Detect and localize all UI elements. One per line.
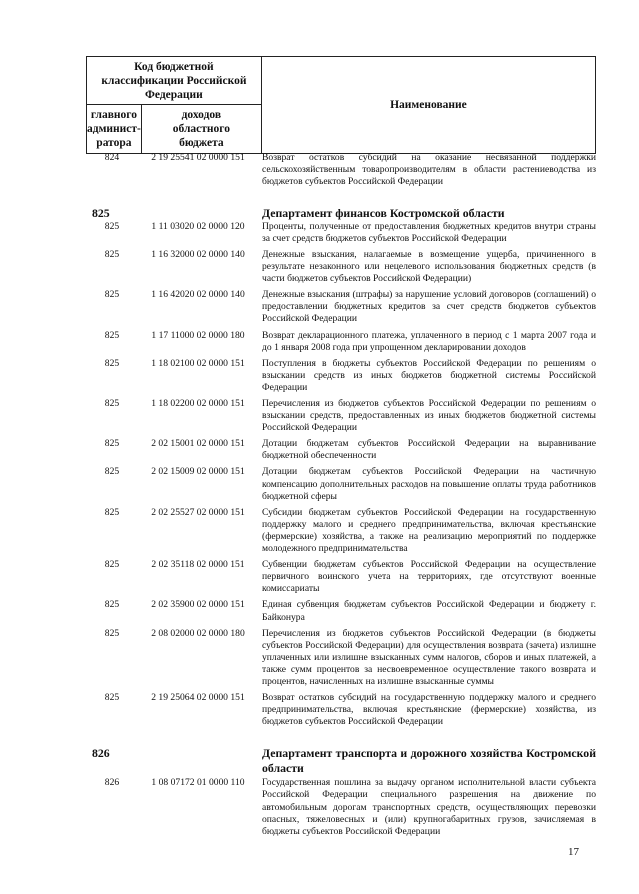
- income-code: [138, 746, 258, 775]
- table-row: [86, 438, 596, 462]
- admin-code: 826: [92, 746, 110, 761]
- income-code: 1 17 11000 02 0000 180: [151, 329, 245, 341]
- header-name-column: Наименование: [261, 57, 595, 154]
- income-name: Перечисления из бюджетов субъектов Российской Федерации (в бюджеты субъектов Российской Федерации) для осуществления возврата (зачета) излишне уплаченных или излишне взысканных сумм налогов, сборов и иных платежей, а также сумм процентов за несвоевременное осуществление такого возврата и процентов, начисленных на излишне взысканные суммы: [262, 627, 596, 687]
- admin-code: 826: [104, 777, 120, 789]
- income-code: 2 19 25064 02 0000 151: [151, 692, 245, 704]
- table-row: [86, 692, 596, 728]
- income-name: Поступления в бюджеты субъектов Российской Федерации по решениям о взыскании средств из иных бюджетов бюджетной системы Российской Федерации: [262, 357, 596, 393]
- table-body: [86, 152, 596, 838]
- table-row: [86, 466, 596, 502]
- table-row: [86, 152, 596, 188]
- income-code: 2 19 25541 02 0000 151: [151, 152, 245, 163]
- admin-code: 825: [104, 438, 120, 450]
- income-name: Возврат декларационного платежа, уплаченного в период с 1 марта 2007 года и до 1 января 2008 года при упрощенном декларировании доходов: [262, 329, 596, 353]
- income-name: Перечисления из бюджетов субъектов Российской Федерации по решениям о взыскании средств, предоставленных из иных бюджетов бюджетной системы Российской Федерации: [262, 398, 596, 434]
- income-name: Единая субвенция бюджетам субъектов Российской Федерации и бюджету г. Байконура: [262, 599, 596, 623]
- department-row: [86, 206, 596, 221]
- admin-code: 825: [104, 248, 120, 260]
- admin-code: 825: [104, 506, 120, 518]
- admin-code: 825: [104, 559, 120, 571]
- income-name: Проценты, полученные от предоставления бюджетных кредитов внутри страны за счет средств бюджетов субъектов Российской Федерации: [262, 220, 596, 244]
- admin-code: 825: [104, 627, 120, 639]
- admin-code: 825: [104, 692, 120, 704]
- admin-code: 825: [104, 398, 120, 409]
- income-name: Возврат остатков субсидий на оказание несвязанной поддержки сельскохозяйственным товаропроизводителям в области растениеводства из бюджетов субъектов Российской Федерации: [262, 152, 596, 188]
- income-code: 2 08 02000 02 0000 180: [151, 627, 245, 639]
- income-name: Департамент финансов Костромской области: [262, 206, 505, 221]
- header-income-column: доходов областного бюджета: [141, 105, 261, 154]
- table-row: [86, 599, 596, 623]
- income-name: Денежные взыскания, налагаемые в возмещение ущерба, причиненного в результате незаконного или нецелевого использования бюджетных средств (в части бюджетов субъектов Российской Федерации): [262, 248, 596, 285]
- table-row: [86, 777, 596, 837]
- admin-code: 825: [104, 599, 120, 611]
- income-code: 2 02 35900 02 0000 151: [151, 599, 245, 611]
- admin-code: 824: [104, 152, 120, 163]
- income-code: 1 11 03020 02 0000 120: [151, 220, 245, 232]
- income-code: 2 02 15009 02 0000 151: [151, 466, 245, 478]
- admin-code: 825: [104, 466, 120, 478]
- income-code: 2 02 15001 02 0000 151: [151, 438, 245, 450]
- header-admin-column: главного админист-ратора: [87, 105, 142, 154]
- admin-code: 825: [104, 357, 120, 369]
- income-code: 2 02 25527 02 0000 151: [151, 506, 245, 518]
- income-name: Субсидии бюджетам субъектов Российской Федерации на государственную поддержку малого и среднего предпринимательства, включая крестьянские (фермерские) хозяйства, а также на реализацию мероприятий по поддержке молодежного предпринимательства: [262, 506, 596, 555]
- table-row: [86, 289, 596, 325]
- income-name: Дотации бюджетам субъектов Российской Федерации на выравнивание бюджетной обеспеченности: [262, 438, 596, 462]
- table-row: [86, 221, 596, 245]
- income-code: 1 18 02100 02 0000 151: [151, 357, 245, 369]
- table-row: [86, 559, 596, 595]
- income-name: Субвенции бюджетам субъектов Российской Федерации на осуществление первичного воинского учета на территориях, где отсутствуют военные комиссариаты: [262, 559, 596, 595]
- table-row: [86, 330, 596, 354]
- admin-code: 825: [104, 329, 120, 341]
- income-name: Возврат остатков субсидий на государственную поддержку малого и среднего предпринимательства, включая крестьянские (фермерские) хозяйства, из бюджетов субъектов Российской Федерации: [262, 692, 596, 728]
- income-code: 1 16 42020 02 0000 140: [151, 289, 245, 301]
- table-row: [86, 628, 596, 688]
- income-code: [138, 206, 258, 221]
- department-row: [86, 746, 596, 775]
- table-header: [86, 56, 596, 154]
- income-code: 1 18 02200 02 0000 151: [151, 398, 245, 409]
- page-number: 17: [568, 846, 579, 858]
- income-name: Дотации бюджетам субъектов Российской Федерации на частичную компенсацию дополнительных расходов на повышение оплаты труда работников бюджетной сферы: [262, 466, 596, 502]
- admin-code: 825: [92, 206, 110, 221]
- income-code: 1 16 32000 02 0000 140: [151, 248, 245, 260]
- table-row: [86, 249, 596, 285]
- admin-code: 825: [104, 289, 120, 301]
- income-name: Государственная пошлина за выдачу органом исполнительной власти субъекта Российской Федерации специального разрешения на движение по автомобильным дорогам транспортных средств, осуществляющих перевозки опасных, тяжеловесных и (или) крупногабаритных грузов, зачисляемая в бюджеты субъектов Российской Федерации: [262, 777, 596, 837]
- income-code: 1 08 07172 01 0000 110: [151, 777, 245, 789]
- income-name: Департамент транспорта и дорожного хозяйства Костромской области: [262, 746, 596, 775]
- table-row: [86, 507, 596, 555]
- table-row: [86, 398, 596, 434]
- admin-code: 825: [104, 220, 120, 232]
- income-name: Денежные взыскания (штрафы) за нарушение условий договоров (соглашений) о предоставлении бюджетных кредитов за счет средств бюджетов субъектов Российской Федерации: [262, 289, 596, 325]
- table-row: [86, 358, 596, 394]
- header-classification-group: Код бюджетной классификации Российской Федерации: [87, 57, 262, 105]
- income-code: 2 02 35118 02 0000 151: [151, 559, 245, 571]
